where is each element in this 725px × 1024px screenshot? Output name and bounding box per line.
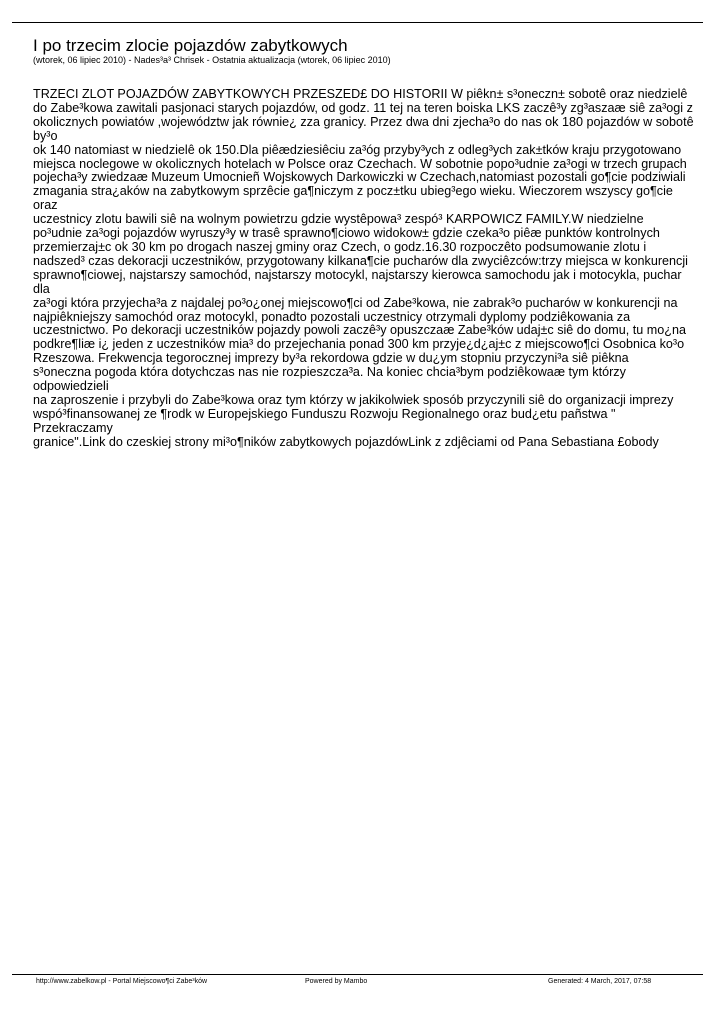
article-title: I po trzecim zlocie pojazdów zabytkowych [33, 36, 348, 55]
footer-site-url: http://www.zabelkow.pl - Portal Miejscowo¶ci Zabe³ków [36, 978, 208, 985]
footer-powered-by: Powered by Mambo [305, 978, 368, 985]
footer-rule [12, 974, 703, 975]
header-rule [12, 22, 703, 23]
footer-generated-date: Generated: 4 March, 2017, 07:58 [548, 978, 652, 985]
article-body: TRZECI ZLOT POJAZDÓW ZABYTKOWYCH PRZESZED£ DO HISTORII W piêkn± s³oneczn± sobotê oraz niedzielê do Zabe³kowa zawitali pasjonaci starych pojazdów, od godz. 11 tej na teren boiska LKS zaczê³y zg³aszaæ siê za³ogi z okolicznych powiatów ,województw jak równie¿ zza granicy. Przez dwa dni zjecha³o do nas ok 180 pojazdów w sobotê by³o ok 140 natomiast w niedzielê ok 150.Dla piêædziesiêciu za³óg przyby³ych z odleg³ych zak±tków kraju przygotowano miejsca noclegowe w okolicznych hotelach w Polsce oraz Czechach. W sobotnie popo³udnie za³ogi w trzech grupach pojecha³y zwiedzaæ Muzeum Umocnieñ Wojskowych Darkowiczki w Czechach,natomiast pozostali go¶cie podziwiali zmagania stra¿aków na zabytkowym sprzêcie ga¶niczym z pocz±tku ubieg³ego wieku. Wieczorem wszyscy go¶cie oraz uczestnicy zlotu bawili siê na wolnym powietrzu gdzie wystêpowa³ zespó³ KARPOWICZ FAMILY.W niedzielne po³udnie za³ogi pojazdów wyruszy³y w trasê sprawno¶ciowo widokow± gdzie czeka³o piêæ punktów kontrolnych przemierzaj±c ok 30 km po drogach naszej gminy oraz Czech, o godz.16.30 rozpoczêto podsumowanie zlotu i nadszed³ czas dekoracji uczestników, przygotowany kilkana¶cie pucharów dla zwyciêzców:trzy miejsca w konkurencji sprawno¶ciowej, najstarszy samochód, najstarszy motocykl, najstarszy kierowca samochodu jak i motocykla, puchar dla za³ogi która przyjecha³a z najdalej po³o¿onej miejscowo¶ci od Zabe³kowa, nie zabrak³o pucharów w konkurencji na najpiêkniejszy samochód oraz motocykl, ponadto pozostali uczestnicy otrzymali dyplomy podziêkowania za uczestnictwo. Po dekoracji uczestników pojazdy powoli zaczê³y opuszczaæ Zabe³ków udaj±c siê do domu, tu mo¿na podkre¶liæ i¿ jeden z uczestników mia³ do przejechania ponad 300 km przyje¿d¿aj±c z miejscowo¶ci Osobnica ko³o Rzeszowa. Frekwencja tegorocznej imprezy by³a rekordowa gdzie w du¿ym stopniu przyczyni³a siê piêkna s³oneczna pogoda która dotychczas nas nie rozpieszcza³a. Na koniec chcia³bym podziêkowaæ tym którzy odpowiedzieli na zaproszenie i przybyli do Zabe³kowa oraz tym którzy w jakikolwiek sposób przyczynili siê do organizacji imprezy wspó³finansowanej ze ¶rodk w Europejskiego Funduszu Rozwoju Regionalnego oraz bud¿etu pañstwa " Przekraczamy granice".Link do czeskiej strony mi³o¶ników zabytkowych pojazdówLink z zdjêciami od Pana Sebastiana £obody [33, 87, 694, 449]
article-meta: (wtorek, 06 lipiec 2010) - Nades³a³ Chrisek - Ostatnia aktualizacja (wtorek, 06 lipiec 2010) [33, 55, 391, 65]
